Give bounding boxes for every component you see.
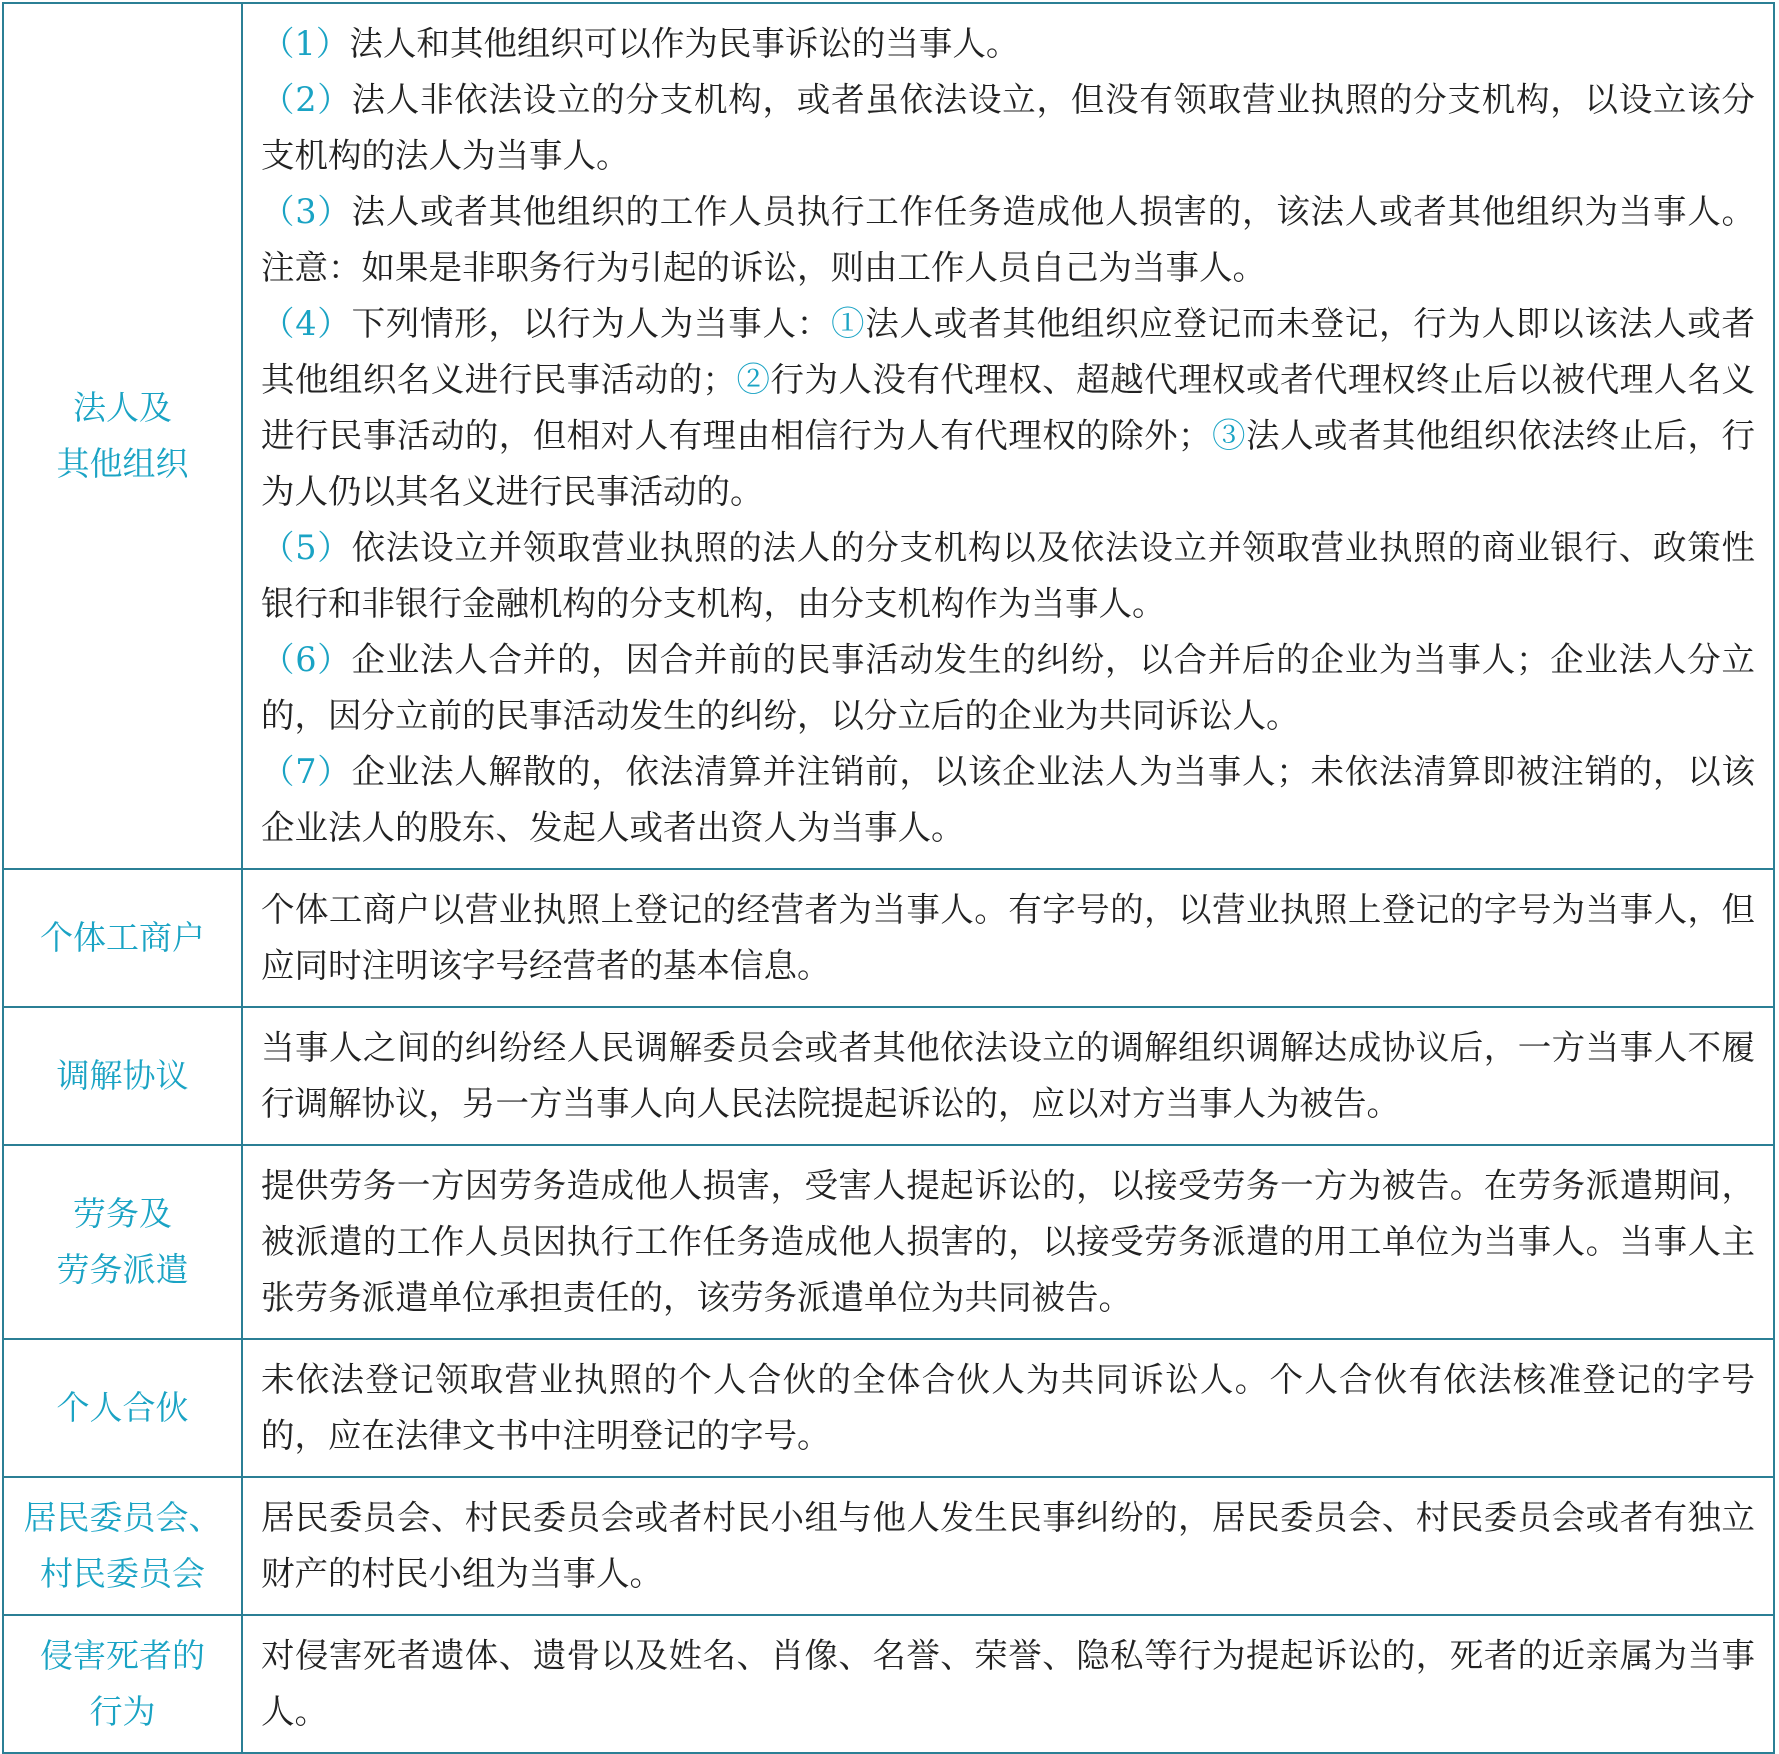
table-row xyxy=(3,1007,1774,1145)
litigant-rules-table xyxy=(2,2,1775,1754)
paragraph-text: 法人非依法设立的分支机构，或者虽依法设立，但没有领取营业执照的分支机构，以设立该分支机构的法人为当事人。 xyxy=(261,80,1755,175)
legal-table-wrapper xyxy=(2,2,1775,1754)
circled-number-marker: ② xyxy=(736,360,771,399)
item-number: （7） xyxy=(261,752,352,791)
content-paragraph xyxy=(261,1158,1755,1326)
row-label-line: 其他组织 xyxy=(56,444,189,483)
table-row xyxy=(3,3,1774,869)
row-label-cell xyxy=(3,3,242,869)
content-paragraph xyxy=(261,16,1755,72)
content-paragraph xyxy=(261,1352,1755,1464)
row-label-cell xyxy=(3,1477,242,1615)
row-label-line: 居民委员会、 xyxy=(23,1498,222,1537)
paragraph-text: 当事人之间的纠纷经人民调解委员会或者其他依法设立的调解组织调解达成协议后，一方当事人不履行调解协议，另一方当事人向人民法院提起诉讼的，应以对方当事人为被告。 xyxy=(261,1028,1755,1123)
row-label-cell xyxy=(3,1339,242,1477)
row-label-cell xyxy=(3,1145,242,1339)
paragraph-text: 下列情形，以行为人为当事人： xyxy=(351,304,832,343)
item-number: （1） xyxy=(261,24,350,63)
content-paragraph xyxy=(261,520,1755,632)
content-paragraph xyxy=(261,1490,1755,1602)
row-label-line: 劳务及 xyxy=(73,1194,172,1233)
row-label-line: 个人合伙 xyxy=(56,1388,189,1427)
table-row xyxy=(3,869,1774,1007)
row-content-cell xyxy=(242,3,1774,869)
table-row xyxy=(3,1145,1774,1339)
content-paragraph xyxy=(261,1628,1755,1740)
row-label-cell xyxy=(3,1615,242,1753)
content-paragraph xyxy=(261,184,1755,296)
circled-number-marker: ① xyxy=(831,304,866,343)
row-label-line: 个体工商户 xyxy=(40,918,205,957)
paragraph-text: 行为人没有代理权、超越代理权或者代理权终止后以被代理人名义进行民事活动的，但相对人有理由相信行为人有代理权的除外； xyxy=(261,360,1756,455)
item-number: （2） xyxy=(261,80,352,119)
item-number: （6） xyxy=(261,640,352,679)
item-number: （4） xyxy=(261,304,352,343)
table-body xyxy=(3,3,1774,1753)
row-label-cell xyxy=(3,1007,242,1145)
table-row xyxy=(3,1615,1774,1753)
content-paragraph xyxy=(261,1020,1755,1132)
row-content-cell xyxy=(242,869,1774,1007)
table-row xyxy=(3,1477,1774,1615)
row-content-cell xyxy=(242,1145,1774,1339)
row-label-line: 调解协议 xyxy=(56,1056,189,1095)
row-content-cell xyxy=(242,1615,1774,1753)
content-paragraph xyxy=(261,744,1755,856)
item-number: （5） xyxy=(261,528,352,567)
row-content-cell xyxy=(242,1007,1774,1145)
paragraph-text: 法人或者其他组织依法终止后，行为人仍以其名义进行民事活动的。 xyxy=(261,416,1756,511)
paragraph-text: 法人或者其他组织的工作人员执行工作任务造成他人损害的，该法人或者其他组织为当事人。注意：如果是非职务行为引起的诉讼，则由工作人员自己为当事人。 xyxy=(261,192,1755,287)
row-label-line: 侵害死者的 xyxy=(40,1636,205,1675)
content-paragraph xyxy=(261,296,1755,520)
content-paragraph xyxy=(261,882,1755,994)
paragraph-text: 提供劳务一方因劳务造成他人损害，受害人提起诉讼的，以接受劳务一方为被告。在劳务派遣期间，被派遣的工作人员因执行工作任务造成他人损害的，以接受劳务派遣的用工单位为当事人。当事人主张劳务派遣单位承担责任的，该劳务派遣单位为共同被告。 xyxy=(261,1166,1755,1317)
paragraph-text: 对侵害死者遗体、遗骨以及姓名、肖像、名誉、荣誉、隐私等行为提起诉讼的，死者的近亲属为当事人。 xyxy=(261,1636,1755,1731)
row-content-cell xyxy=(242,1477,1774,1615)
row-label-line: 法人及 xyxy=(73,388,172,427)
row-label-line: 行为 xyxy=(89,1692,156,1731)
content-paragraph xyxy=(261,632,1755,744)
content-paragraph xyxy=(261,72,1755,184)
paragraph-text: 企业法人合并的，因合并前的民事活动发生的纠纷，以合并后的企业为当事人；企业法人分立的，因分立前的民事活动发生的纠纷，以分立后的企业为共同诉讼人。 xyxy=(261,640,1755,735)
paragraph-text: 企业法人解散的，依法清算并注销前，以该企业法人为当事人；未依法清算即被注销的，以该企业法人的股东、发起人或者出资人为当事人。 xyxy=(261,752,1755,847)
paragraph-text: 居民委员会、村民委员会或者村民小组与他人发生民事纠纷的，居民委员会、村民委员会或者有独立财产的村民小组为当事人。 xyxy=(261,1498,1755,1593)
row-label-cell xyxy=(3,869,242,1007)
paragraph-text: 依法设立并领取营业执照的法人的分支机构以及依法设立并领取营业执照的商业银行、政策性银行和非银行金融机构的分支机构，由分支机构作为当事人。 xyxy=(261,528,1755,623)
paragraph-text: 未依法登记领取营业执照的个人合伙的全体合伙人为共同诉讼人。个人合伙有依法核准登记的字号的，应在法律文书中注明登记的字号。 xyxy=(261,1360,1755,1455)
paragraph-text: 法人和其他组织可以作为民事诉讼的当事人。 xyxy=(349,24,1020,63)
paragraph-text: 法人或者其他组织应登记而未登记，行为人即以该法人或者其他组织名义进行民事活动的； xyxy=(261,304,1756,399)
paragraph-text: 个体工商户以营业执照上登记的经营者为当事人。有字号的，以营业执照上登记的字号为当事人，但应同时注明该字号经营者的基本信息。 xyxy=(261,890,1755,985)
circled-number-marker: ③ xyxy=(1211,416,1246,455)
row-label-line: 劳务派遣 xyxy=(56,1250,189,1289)
row-label-line: 村民委员会 xyxy=(40,1554,205,1593)
table-row xyxy=(3,1339,1774,1477)
row-content-cell xyxy=(242,1339,1774,1477)
item-number: （3） xyxy=(261,192,352,231)
